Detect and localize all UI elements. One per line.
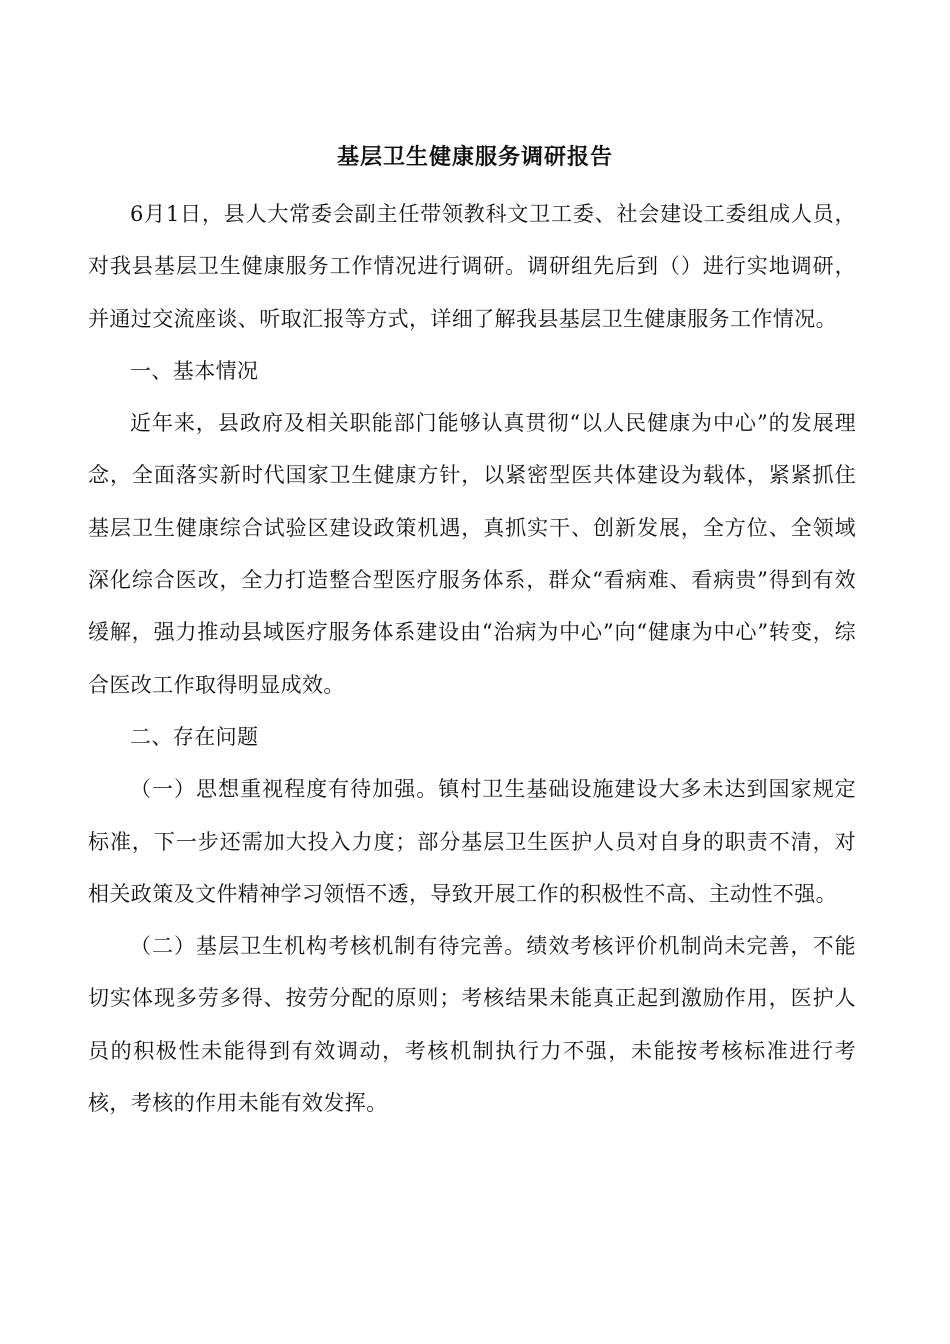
paragraph-basic-situation: 近年来，县政府及相关职能部门能够认真贯彻“以人民健康为中心”的发展理念，全面落实新时代国家卫生健康方针，以紧密型医共体建设为载体，紧紧抓住基层卫生健康综合试验区建设政策机遇，真抓实干、创新发展，全方位、全领域深化综合医改，全力打造整合型医疗服务体系，群众“看病难、看病贵”得到有效缓解，强力推动县域医疗服务体系建设由“治病为中心”向“健康为中心”转变，综合医改工作取得明显成效。 <box>88 411 856 697</box>
paragraph-problem-1: （一）思想重视程度有待加强。镇村卫生基础设施建设大多未达到国家规定标准，下一步还需加大投入力度；部分基层卫生医护人员对自身的职责不清，对相关政策及文件精神学习领悟不透，导致开展工作的积极性不高、主动性不强。 <box>88 777 856 906</box>
section-heading-basic-situation: 一、基本情况 <box>130 358 259 383</box>
paragraph-intro: 6月1日，县人大常委会副主任带领教科文卫工委、社会建设工委组成人员，对我县基层卫生健康服务工作情况进行调研。调研组先后到（）进行实地调研，并通过交流座谈、听取汇报等方式，详细了解我县基层卫生健康服务工作情况。 <box>88 202 856 331</box>
document-body <box>88 188 856 1129</box>
section-heading-existing-problems: 二、存在问题 <box>130 724 259 749</box>
document-title: 基层卫生健康服务调研报告 <box>336 144 613 170</box>
paragraph-problem-2: （二）基层卫生机构考核机制有待完善。绩效考核评价机制尚未完善，不能切实体现多劳多得、按劳分配的原则；考核结果未能真正起到激励作用，医护人员的积极性未能得到有效调动，考核机制执行力不强，未能按考核标准进行考核，考核的作用未能有效发挥。 <box>88 934 856 1116</box>
